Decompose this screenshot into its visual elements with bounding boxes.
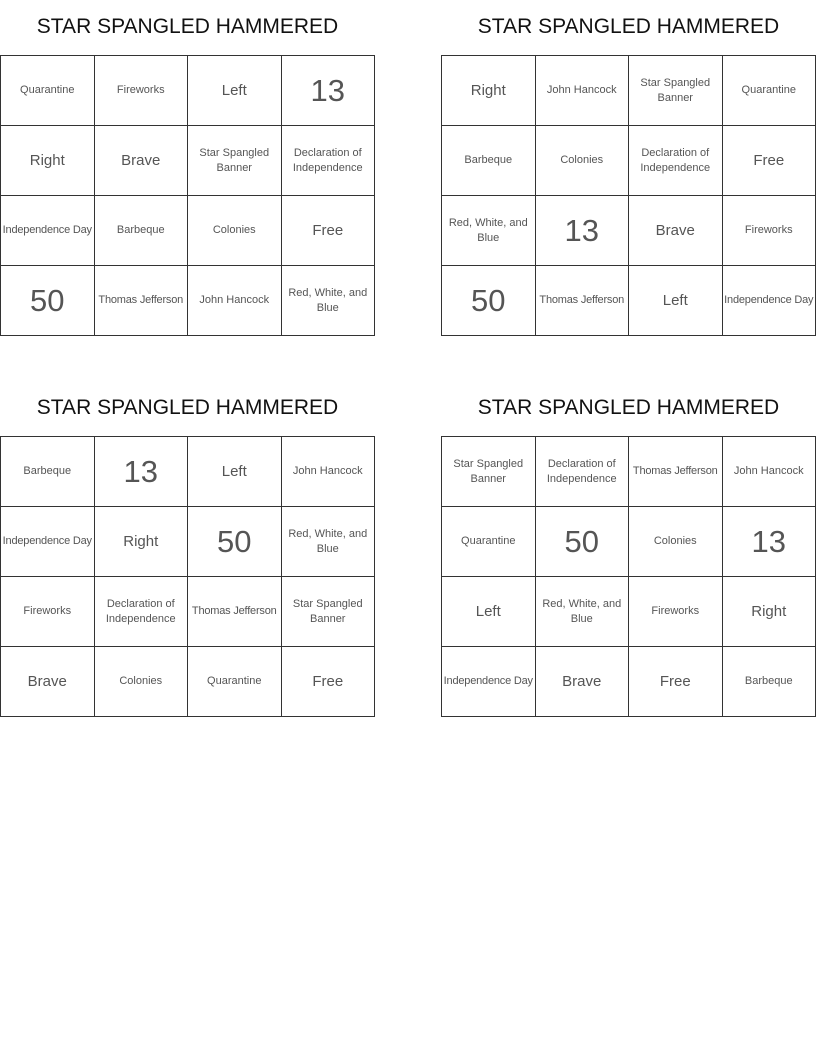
bingo-cell: 13	[282, 56, 376, 126]
bingo-cell: Right	[1, 126, 95, 196]
bingo-card-4	[441, 381, 816, 717]
bingo-cell: 50	[188, 507, 282, 577]
card-title: STAR SPANGLED HAMMERED	[477, 15, 780, 38]
bingo-cell: Colonies	[95, 647, 189, 717]
bingo-cell: Star Spangled Banner	[442, 437, 536, 507]
bingo-cell: Thomas Jefferson	[536, 266, 630, 336]
bingo-cell: Right	[442, 56, 536, 126]
bingo-cell: Fireworks	[629, 577, 723, 647]
bingo-cell: Independence Day	[1, 507, 95, 577]
bingo-cell: 13	[536, 196, 630, 266]
bingo-cell: Independence Day	[442, 647, 536, 717]
bingo-cell: Barbeque	[95, 196, 189, 266]
bingo-cell: Independence Day	[723, 266, 816, 336]
bingo-cell: Quarantine	[1, 56, 95, 126]
bingo-card-2	[441, 0, 816, 336]
card-title: STAR SPANGLED HAMMERED	[36, 15, 339, 38]
bingo-cell: Colonies	[629, 507, 723, 577]
bingo-cell: Left	[629, 266, 723, 336]
bingo-cell: Quarantine	[723, 56, 816, 126]
bingo-cell: Red, White, and Blue	[282, 266, 376, 336]
bingo-grid	[441, 436, 816, 717]
bingo-grid	[441, 55, 816, 336]
bingo-cell: Free	[723, 126, 816, 196]
bingo-grid	[0, 436, 375, 717]
card-title: STAR SPANGLED HAMMERED	[36, 396, 339, 419]
bingo-cell: Colonies	[536, 126, 630, 196]
bingo-cell: Red, White, and Blue	[442, 196, 536, 266]
bingo-cell: Barbeque	[442, 126, 536, 196]
bingo-cell: 13	[95, 437, 189, 507]
bingo-cell: Red, White, and Blue	[536, 577, 630, 647]
bingo-cell: Declaration of Independence	[536, 437, 630, 507]
bingo-cell: Declaration of Independence	[282, 126, 376, 196]
bingo-cell: Independence Day	[1, 196, 95, 266]
bingo-cell: 50	[442, 266, 536, 336]
bingo-cell: Brave	[629, 196, 723, 266]
bingo-cell: John Hancock	[188, 266, 282, 336]
bingo-cell: Left	[188, 56, 282, 126]
bingo-cell: 50	[536, 507, 630, 577]
bingo-cell: Brave	[95, 126, 189, 196]
bingo-cell: Star Spangled Banner	[282, 577, 376, 647]
bingo-cell: Declaration of Independence	[629, 126, 723, 196]
bingo-cell: Quarantine	[188, 647, 282, 717]
bingo-cell: 13	[723, 507, 816, 577]
bingo-cell: Brave	[536, 647, 630, 717]
bingo-cell: Fireworks	[95, 56, 189, 126]
bingo-cell: Right	[95, 507, 189, 577]
bingo-card-3	[0, 381, 375, 717]
bingo-cell: John Hancock	[723, 437, 816, 507]
bingo-cell: Free	[629, 647, 723, 717]
bingo-cell: Thomas Jefferson	[95, 266, 189, 336]
bingo-grid	[0, 55, 375, 336]
bingo-cell: Star Spangled Banner	[629, 56, 723, 126]
bingo-cell: Barbeque	[1, 437, 95, 507]
bingo-cell: John Hancock	[536, 56, 630, 126]
bingo-cell: Right	[723, 577, 816, 647]
bingo-cell: Fireworks	[723, 196, 816, 266]
bingo-cell: Free	[282, 647, 376, 717]
bingo-cell: Quarantine	[442, 507, 536, 577]
bingo-cell: 50	[1, 266, 95, 336]
bingo-cell: Thomas Jefferson	[629, 437, 723, 507]
bingo-cell: Star Spangled Banner	[188, 126, 282, 196]
bingo-cell: Colonies	[188, 196, 282, 266]
bingo-cell: Barbeque	[723, 647, 816, 717]
card-title: STAR SPANGLED HAMMERED	[477, 396, 780, 419]
bingo-cell: Brave	[1, 647, 95, 717]
bingo-cell: Free	[282, 196, 376, 266]
bingo-cell: Fireworks	[1, 577, 95, 647]
bingo-cell: John Hancock	[282, 437, 376, 507]
bingo-cell: Red, White, and Blue	[282, 507, 376, 577]
bingo-cell: Thomas Jefferson	[188, 577, 282, 647]
bingo-cell: Left	[188, 437, 282, 507]
bingo-cell: Left	[442, 577, 536, 647]
bingo-cell: Declaration of Independence	[95, 577, 189, 647]
bingo-card-1	[0, 0, 375, 336]
